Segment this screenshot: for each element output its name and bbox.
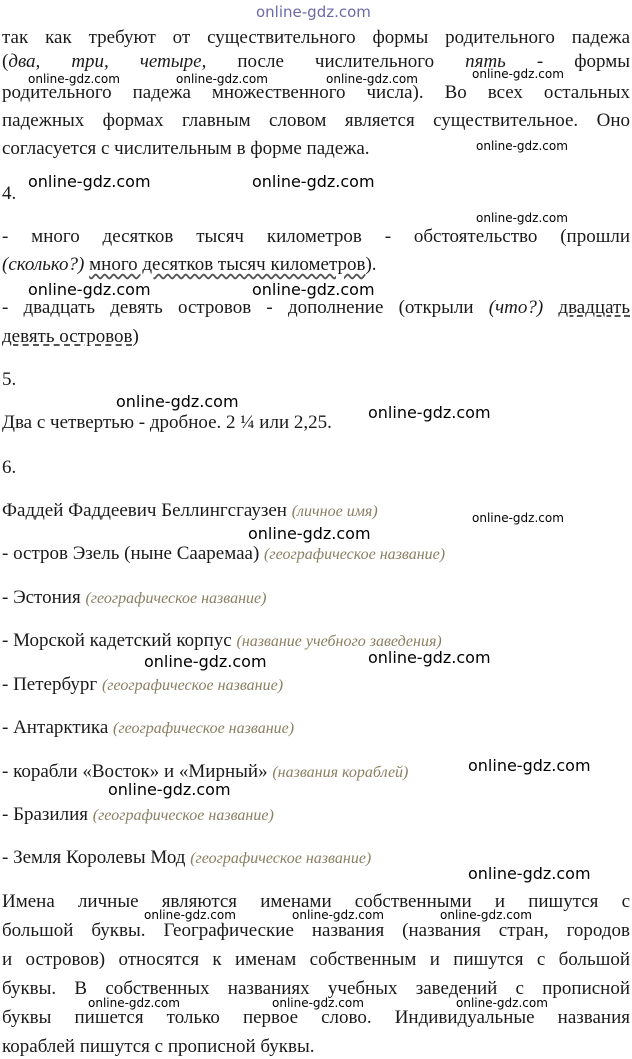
s6-item-7-note: (географическое название) [92, 807, 274, 824]
s6-item-8-text: - Земля Королевы Мод [2, 847, 186, 868]
s6-item-1 [2, 542, 630, 567]
s6-item-6-text: - корабли «Восток» и «Мирный» [2, 761, 268, 782]
s6-item-3 [2, 629, 630, 654]
s4-item1-line-1: - много десятков тысяч километров - обстоятельство (прошли [2, 226, 630, 247]
s4-question-1: (сколько?) [2, 254, 85, 275]
watermark: online-gdz.com [368, 648, 491, 667]
intro-line-3: родительного падежа множественного числа). Во всех остальных [2, 82, 630, 103]
watermark: online-gdz.com [252, 280, 375, 299]
final-line-5: буквы пишется только первое слово. Индивидуальные названия [2, 1007, 630, 1028]
s4-end-2: ) [132, 326, 139, 347]
s4-underlined-2b: девять островов [2, 326, 133, 347]
watermark: online-gdz.com [476, 139, 568, 153]
section-5-number: 5. [2, 369, 17, 390]
s6-item-7-text: - Бразилия [2, 804, 88, 825]
intro-pyat: пять [465, 51, 506, 72]
s4-item2-line-2 [2, 325, 630, 349]
s6-item-3-note: (название учебного заведения) [236, 633, 442, 650]
watermark: online-gdz.com [292, 908, 384, 922]
s6-item-6-note: (названия кораблей) [272, 764, 409, 781]
s6-item-2-note: (географическое название) [85, 590, 267, 607]
s6-item-4-text: - Петербург [2, 674, 98, 695]
intro-paren: ( [2, 51, 9, 72]
intro-mid: , после числительного [201, 51, 466, 72]
watermark: online-gdz.com [248, 524, 371, 543]
watermark: online-gdz.com [252, 172, 375, 191]
watermark: online-gdz.com [176, 72, 268, 86]
watermark: online-gdz.com [476, 211, 568, 225]
watermark: online-gdz.com [144, 908, 236, 922]
watermark: online-gdz.com [326, 72, 418, 86]
watermark: online-gdz.com [88, 996, 180, 1010]
watermark: online-gdz.com [144, 652, 267, 671]
intro-line-5: согласуется с числительным в форме падежа. [2, 138, 370, 159]
s6-item-7 [2, 803, 630, 828]
s4-text-2: - двадцать девять островов - дополнение (открыли [2, 297, 489, 318]
watermark: online-gdz.com [116, 392, 239, 411]
s6-item-0-note: (личное имя) [291, 503, 378, 520]
final-line-4: буквы. В собственных названиях учебных заведений с прописной [2, 978, 630, 999]
watermark: online-gdz.com [472, 67, 564, 81]
watermark: online-gdz.com [108, 780, 231, 799]
intro-numerals: два, три, четыре [8, 51, 202, 72]
s6-item-5-note: (географическое название) [113, 720, 295, 737]
intro-line-1: так как требуют от существительного формы родительного падежа [2, 27, 630, 48]
watermark: online-gdz.com [28, 172, 151, 191]
s4-item2-line-1 [2, 296, 630, 320]
watermark: online-gdz.com [468, 756, 591, 775]
s4-end-1: ). [365, 254, 377, 275]
intro-line-4: падежных формах главным словом является существительное. Оно [2, 110, 630, 131]
s4-underlined-1: много десятков тысяч километров [89, 254, 366, 275]
s6-item-2-text: - Эстония [2, 587, 81, 608]
section-4-number: 4. [2, 183, 17, 204]
s6-item-5-text: - Антарктика [2, 717, 109, 738]
s6-item-5 [2, 716, 630, 741]
watermark: online-gdz.com [368, 403, 491, 422]
s6-item-1-text: - остров Эзель (ныне Сааремаа) [2, 543, 260, 564]
section-6-number: 6. [2, 457, 17, 478]
s4-underlined-2a: двадцать [558, 297, 630, 318]
intro-end: - формы [505, 51, 631, 72]
s4-question-2: (что?) [488, 297, 544, 318]
s6-item-0-text: Фаддей Фаддеевич Беллингсгаузен [2, 500, 287, 521]
final-line-3: и островов) относятся к именам собственным и пишутся с большой [2, 949, 630, 970]
watermark: online-gdz.com [28, 72, 120, 86]
watermark-top: online-gdz.com [256, 3, 371, 21]
s6-item-8-note: (географическое название) [190, 850, 372, 867]
watermark: online-gdz.com [440, 908, 532, 922]
s6-item-4-note: (географическое название) [101, 677, 284, 694]
watermark: online-gdz.com [472, 511, 564, 525]
s6-item-2 [2, 586, 630, 611]
final-line-2: большой буквы. Географические названия (названия стран, городов [2, 920, 630, 941]
s6-item-1-note: (географическое название) [264, 546, 446, 563]
final-line-6: кораблей пишутся с прописной буквы. [2, 1036, 315, 1057]
watermark: online-gdz.com [28, 280, 151, 299]
watermark: online-gdz.com [456, 996, 548, 1010]
section-5-text: Два с четвертью - дробное. 2 ¼ или 2,25. [2, 412, 332, 433]
s6-item-3-text: - Морской кадетский корпус [2, 630, 232, 651]
watermark: online-gdz.com [272, 996, 364, 1010]
watermark: online-gdz.com [468, 864, 591, 883]
final-line-1: Имена личные являются именами собственными и пишутся с [2, 891, 630, 912]
s4-item1-line-2 [2, 253, 630, 277]
s6-item-4 [2, 673, 630, 698]
